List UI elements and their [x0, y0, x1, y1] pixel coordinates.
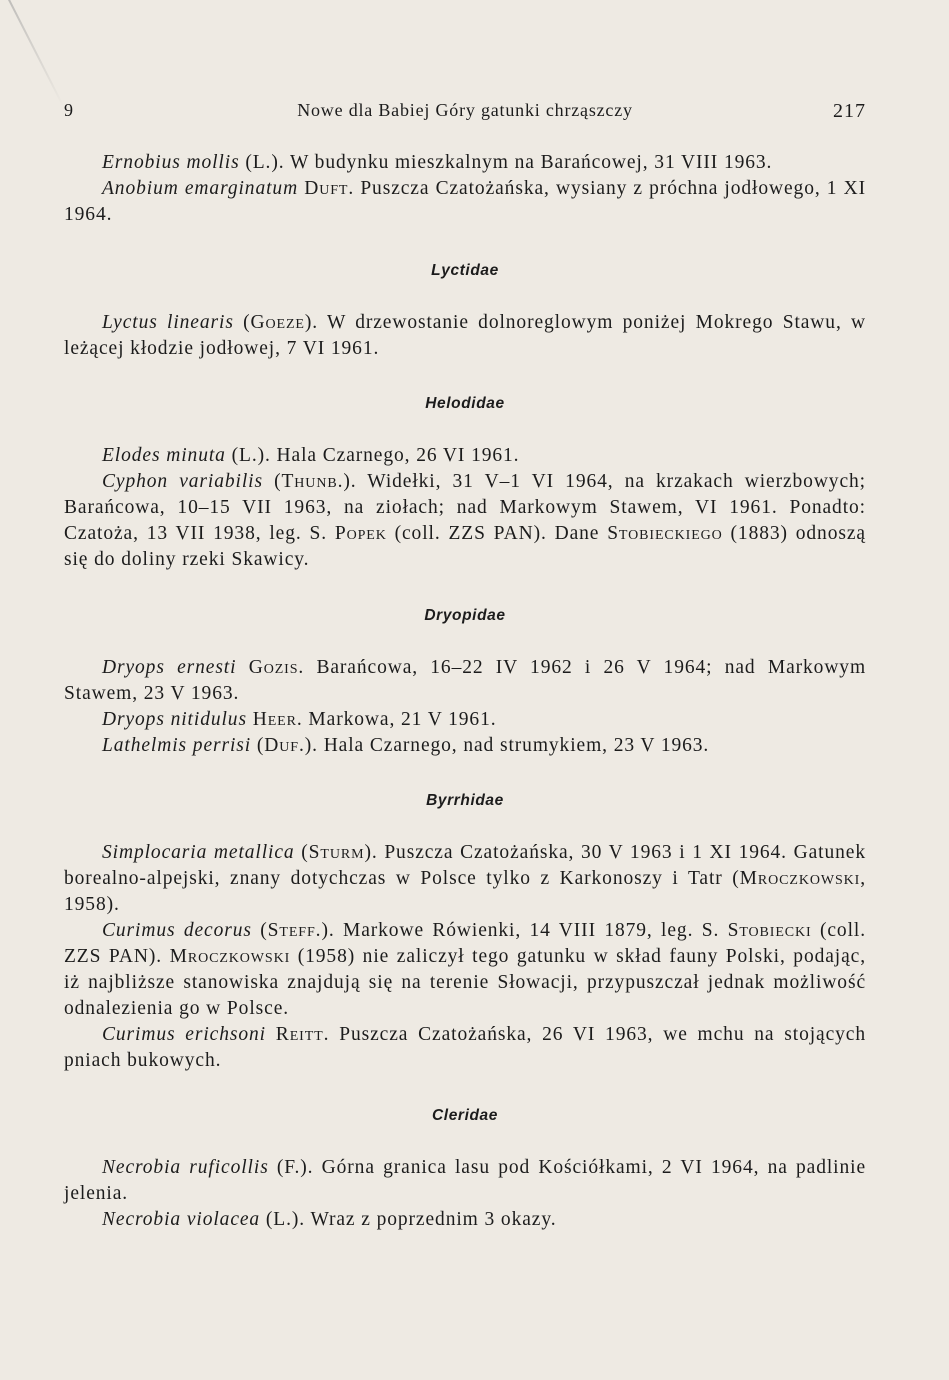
entry-text: W drzewostanie dolnoreglowym poniżej Mokrego Stawu, w leżącej kłodzie jodłowej, 7 VI 1961. — [64, 311, 866, 359]
species-name: Curimus decorus — [102, 920, 252, 942]
collector-name: Popek — [334, 523, 387, 545]
species-name: Dryops nitidulus — [102, 708, 247, 730]
entry-elodes-minuta — [64, 443, 866, 469]
species-name: Simplocaria metallica — [102, 842, 295, 864]
entry-ernobius-mollis — [64, 150, 866, 176]
species-author: Reitt. — [275, 1023, 330, 1045]
family-heading-dryopidae: Dryopidae — [424, 606, 506, 624]
family-heading-cleridae: Cleridae — [432, 1107, 498, 1125]
cited-author: Mroczkowski, — [739, 868, 866, 890]
entry-curimus-decorus — [64, 918, 866, 1022]
family-heading-helodidae: Helodidae — [425, 395, 505, 413]
entry-simplocaria-metallica — [64, 840, 866, 918]
species-author: (Duf.). — [256, 734, 318, 756]
species-author: (Thunb.). — [274, 471, 357, 493]
entry-dryops-nitidulus — [64, 707, 866, 733]
entry-text: Puszcza Czatożańska, wysiany z próchna jodłowego, 1 XI 1964. — [64, 177, 866, 225]
species-name: Dryops ernesti — [102, 656, 237, 678]
running-title: Nowe dla Babiej Góry gatunki chrząszczy — [297, 100, 633, 120]
entry-lyctus-linearis — [64, 310, 866, 362]
section-number: 9 — [64, 100, 73, 120]
family-heading-byrrhidae: Byrrhidae — [426, 792, 504, 810]
entry-text: (1883) odnoszą się do doliny rzeki Skawicy. — [64, 523, 866, 570]
entry-text: (coll. ZZS PAN). — [64, 920, 866, 967]
entry-text: Widełki, 31 V–1 VI 1964, na krzakach wierzbowych; Barańcowa, 10–15 VII 1963, na ziołach; nad Markowym Stawem, VI 1961. Ponadto: Czatoża, 13 VII 1938, leg. S. — [64, 471, 866, 545]
entry-dryops-ernesti — [64, 655, 866, 707]
species-author: (F.). — [276, 1157, 314, 1179]
entry-text: Barańcowa, 16–22 IV 1962 i 26 V 1964; nad Markowym Stawem, 23 V 1963. — [64, 656, 867, 704]
species-author: Duft. — [304, 177, 355, 199]
species-author: Gozis. — [248, 656, 305, 678]
entry-text: Hala Czarnego, nad strumykiem, 23 V 1963. — [323, 734, 710, 756]
article-body — [64, 150, 866, 1233]
entry-text: Puszcza Czatożańska, 26 VI 1963, we mchu na stojących pniach bukowych. — [64, 1023, 867, 1071]
entry-text: Hala Czarnego, 26 VI 1961. — [276, 445, 520, 467]
species-name: Elodes minuta — [102, 445, 226, 467]
species-name: Cyphon variabilis — [102, 471, 263, 493]
entry-lathelmis-perrisi — [64, 733, 866, 759]
entry-text: Markowa, 21 V 1961. — [308, 708, 497, 730]
species-author: (L.). — [265, 1209, 306, 1231]
cited-author: Stobieckiego — [607, 523, 723, 545]
entry-curimus-erichsoni — [64, 1022, 866, 1074]
species-name: Necrobia ruficollis — [102, 1157, 269, 1179]
species-name: Ernobius mollis — [102, 152, 240, 173]
entry-text: 1958). — [64, 894, 120, 916]
entry-text: (1958) nie zaliczył tego gatunku w skład fauny Polski, podając, iż najbliższe stanowiska znajdują się na terenie Słowacji, przypuszczał jednak możliwość odnalezienia go w Polsce. — [64, 945, 866, 1019]
scan-artifact-line — [8, 0, 64, 107]
entry-text: W budynku mieszkalnym na Barańcowej, 31 VIII 1963. — [289, 152, 773, 173]
family-heading-lyctidae: Lyctidae — [431, 261, 499, 279]
species-author: (Sturm). — [301, 842, 378, 864]
entry-text: (coll. ZZS PAN). Dane — [394, 523, 600, 545]
species-name: Curimus erichsoni — [102, 1023, 266, 1045]
species-name: Anobium emarginatum — [102, 177, 299, 199]
species-author: (Steff.). — [260, 920, 335, 942]
species-author: (Goeze). — [243, 311, 319, 333]
species-author: Heer. — [252, 708, 303, 730]
collector-name: Stobiecki — [727, 920, 812, 942]
entry-necrobia-ruficollis — [64, 1155, 866, 1207]
entry-text: Markowe Rówienki, 14 VIII 1879, leg. S. — [342, 920, 720, 942]
species-author: (L.). — [231, 445, 271, 467]
species-name: Lyctus linearis — [102, 311, 234, 333]
entry-text: Wraz z poprzednim 3 okazy. — [310, 1209, 557, 1231]
cited-author: Mroczkowski — [169, 945, 291, 967]
running-header — [64, 100, 866, 126]
species-author: (L.). — [245, 152, 285, 173]
species-name: Necrobia violacea — [102, 1209, 261, 1231]
entry-anobium-emarginatum — [64, 176, 866, 228]
species-name: Lathelmis perrisi — [102, 734, 252, 756]
entry-text: Puszcza Czatożańska, 30 V 1963 i 1 XI 1964. Gatunek borealno-alpejski, znany dotychczas w Polsce tylko z Karkonoszy i Tatr ( — [64, 842, 866, 890]
entry-text: Górna granica lasu pod Kościółkami, 2 VI 1964, na padlinie jelenia. — [64, 1157, 867, 1205]
entry-cyphon-variabilis — [64, 469, 866, 573]
page-number: 217 — [833, 100, 866, 122]
entry-necrobia-violacea — [64, 1207, 866, 1233]
